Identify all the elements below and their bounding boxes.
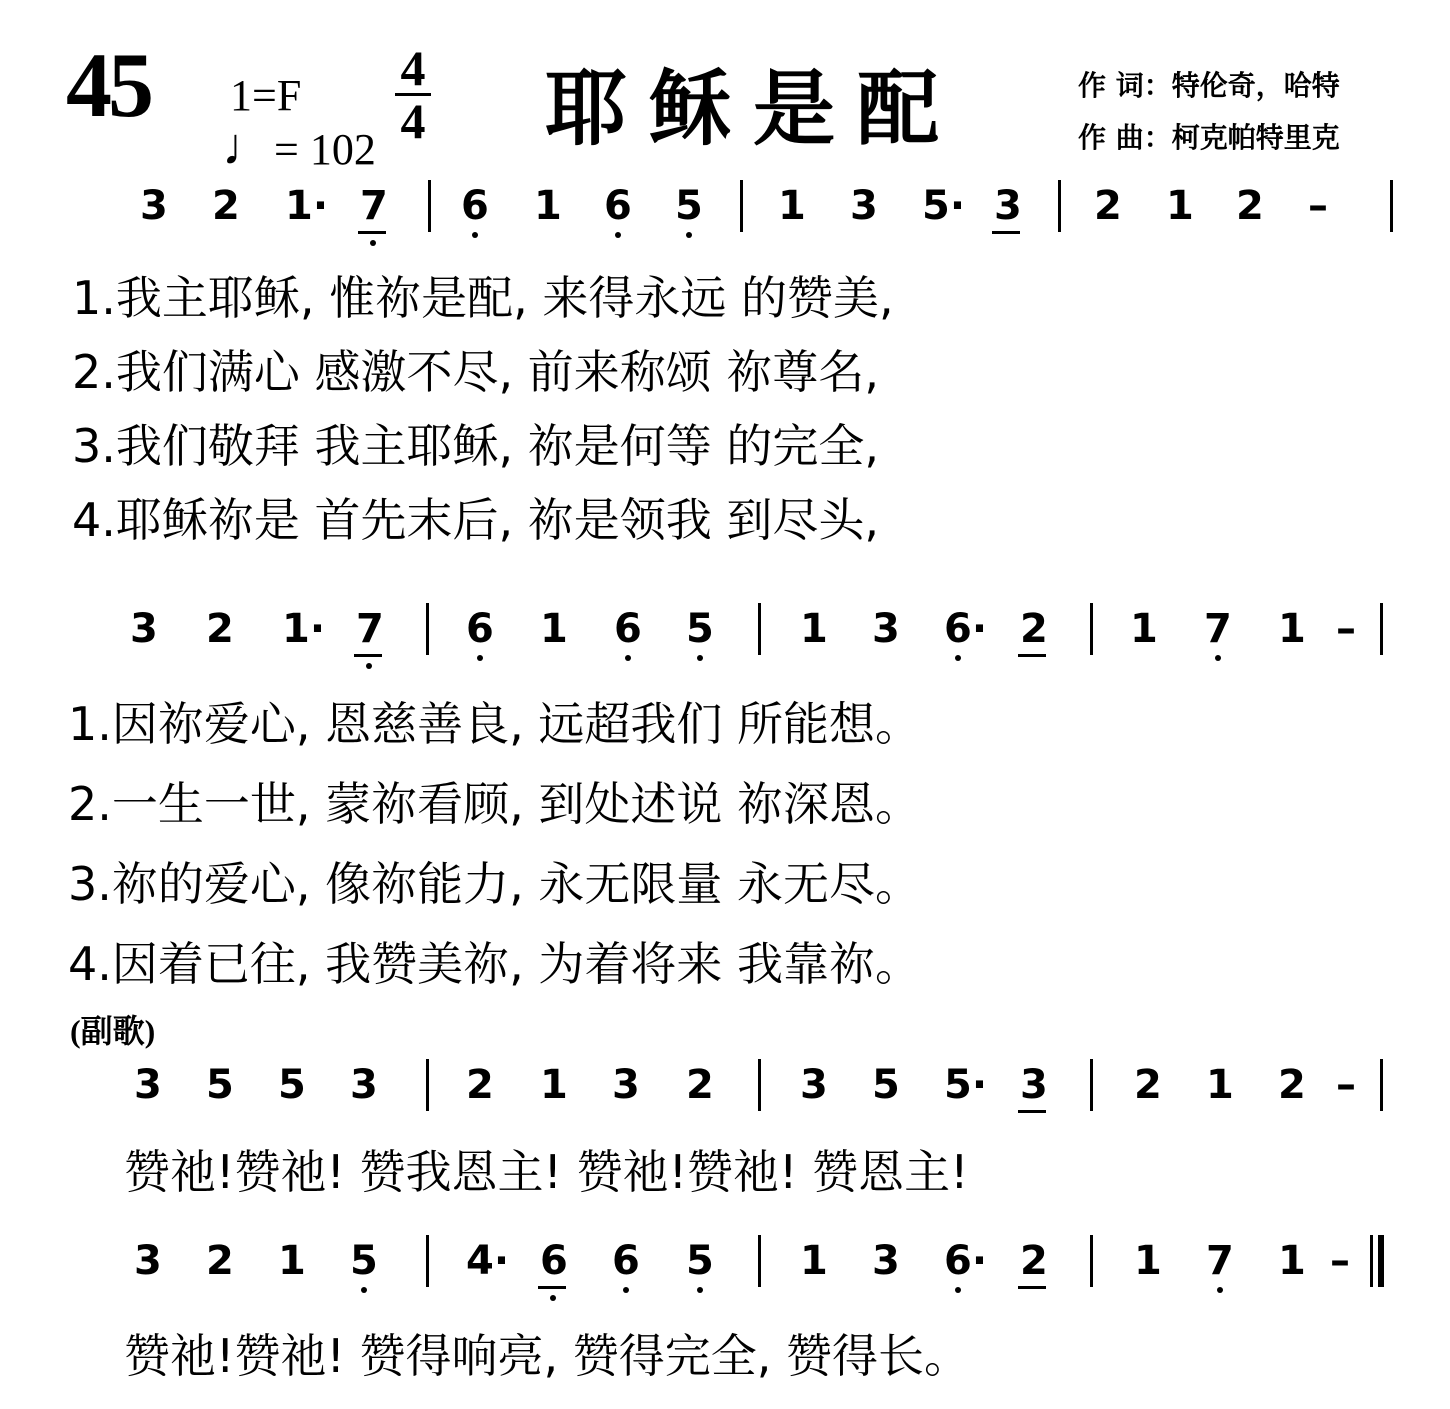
note: 2 <box>1278 1062 1306 1108</box>
bar-line <box>758 1059 761 1111</box>
note: 7 <box>1206 1238 1234 1284</box>
hymn-title: 耶稣是配 <box>545 62 962 157</box>
note: 1· <box>282 606 326 652</box>
tempo-value: = 102 <box>274 125 376 174</box>
note: 1 <box>540 606 568 652</box>
low-octave-dot <box>1217 1287 1223 1293</box>
quarter-note-icon: ♩ <box>222 119 274 176</box>
note: 2 <box>1236 183 1264 229</box>
note: 5 <box>278 1062 306 1108</box>
bar-line <box>1058 180 1061 232</box>
bar-line <box>1390 180 1393 232</box>
note: 6 <box>461 183 489 229</box>
note: 1 <box>1206 1062 1234 1108</box>
note: 1 <box>778 183 806 229</box>
verse-line-1a: 1.我主耶稣, 惟祢是配, 来得永远 的赞美, <box>72 271 894 325</box>
bar-line <box>758 1235 761 1287</box>
note: 2 <box>1020 606 1048 652</box>
note: 3 <box>612 1062 640 1108</box>
bar-line <box>758 603 761 655</box>
underline <box>354 654 382 657</box>
note: 1 <box>800 1238 828 1284</box>
bar-line <box>1090 1059 1093 1111</box>
credits <box>1078 60 1340 164</box>
note: 1 <box>1134 1238 1162 1284</box>
note: 3 <box>134 1062 162 1108</box>
verse-line-4b: 4.因着已往, 我赞美祢, 为着将来 我靠祢。 <box>68 937 921 991</box>
note: 1 <box>534 183 562 229</box>
note: 5 <box>686 606 714 652</box>
tempo-marking <box>222 118 376 177</box>
low-octave-dot <box>686 232 692 238</box>
low-octave-dot <box>623 1287 629 1293</box>
verse-line-3b: 3.祢的爱心, 像祢能力, 永无限量 永无尽。 <box>68 857 921 911</box>
note: 6· <box>944 1238 988 1284</box>
note: 3 <box>350 1062 378 1108</box>
low-octave-dot <box>955 1287 961 1293</box>
note: 6 <box>614 606 642 652</box>
chorus-line-1: 赞祂!赞祂! 赞我恩主! 赞祂!赞祂! 赞恩主! <box>124 1145 969 1199</box>
note: 3 <box>994 183 1022 229</box>
music-text-1 <box>0 0 1 1</box>
note: 3 <box>872 606 900 652</box>
low-octave-dot <box>697 1287 703 1293</box>
low-octave-dot <box>472 232 478 238</box>
low-octave-dot <box>550 1295 556 1301</box>
music-line-3 <box>0 1062 1450 1122</box>
composer-credit: 作 曲：柯克帕特里克 <box>1078 121 1340 154</box>
note: 6 <box>604 183 632 229</box>
verse-line-4a: 4.耶稣祢是 首先末后, 祢是领我 到尽头, <box>72 493 879 547</box>
note: 1 <box>1278 606 1306 652</box>
note: 2 <box>466 1062 494 1108</box>
note: 2 <box>1134 1062 1162 1108</box>
note: 3 <box>800 1062 828 1108</box>
note: 5· <box>944 1062 988 1108</box>
note: 1· <box>285 183 329 229</box>
low-octave-dot <box>697 655 703 661</box>
bar-line <box>1090 603 1093 655</box>
low-octave-dot <box>477 655 483 661</box>
note: 5· <box>922 183 966 229</box>
note: 7 <box>356 606 384 652</box>
note: 5 <box>675 183 703 229</box>
bar-line <box>1380 603 1383 655</box>
bar-line <box>740 180 743 232</box>
note: 1 <box>1130 606 1158 652</box>
verse-line-3a: 3.我们敬拜 我主耶稣, 祢是何等 的完全, <box>72 419 879 473</box>
hymn-number: 45 <box>66 34 150 136</box>
bar-line <box>426 1059 429 1111</box>
note: 1 <box>1278 1238 1306 1284</box>
low-octave-dot <box>366 663 372 669</box>
bar-line <box>1090 1235 1093 1287</box>
note: 1 <box>800 606 828 652</box>
note: 2 <box>1094 183 1122 229</box>
verse-line-2b: 2.一生一世, 蒙祢看顾, 到处述说 祢深恩。 <box>68 777 921 831</box>
music-line-1 <box>0 183 1450 243</box>
note: 5 <box>206 1062 234 1108</box>
low-octave-dot <box>615 232 621 238</box>
low-octave-dot <box>955 655 961 661</box>
final-bar-thick <box>1378 1235 1384 1287</box>
bar-line <box>1380 1059 1383 1111</box>
low-octave-dot <box>361 1287 367 1293</box>
note: 6 <box>540 1238 568 1284</box>
note: 5 <box>686 1238 714 1284</box>
verse-line-2a: 2.我们满心 感激不尽, 前来称颂 祢尊名, <box>72 345 879 399</box>
note: 3 <box>140 183 168 229</box>
note: 6· <box>944 606 988 652</box>
low-octave-dot <box>1215 655 1221 661</box>
lyricist-credit: 作 词：特伦奇，哈特 <box>1078 69 1340 102</box>
bar-line <box>428 180 431 232</box>
underline <box>1018 1110 1046 1113</box>
low-octave-dot <box>625 655 631 661</box>
chorus-line-2: 赞祂!赞祂! 赞得响亮, 赞得完全, 赞得长。 <box>124 1329 970 1383</box>
note: 5 <box>872 1062 900 1108</box>
note: 2 <box>206 606 234 652</box>
note: – <box>1336 606 1356 652</box>
note: 3 <box>850 183 878 229</box>
note: 1 <box>278 1238 306 1284</box>
note: – <box>1308 183 1328 229</box>
note: 3 <box>134 1238 162 1284</box>
verse-line-1b: 1.因祢爱心, 恩慈善良, 远超我们 所能想。 <box>68 697 921 751</box>
underline <box>358 231 386 234</box>
note: 2 <box>212 183 240 229</box>
note: 4· <box>466 1238 510 1284</box>
underline <box>538 1286 566 1289</box>
bar-line <box>426 1235 429 1287</box>
low-octave-dot <box>370 240 376 246</box>
note: 5 <box>350 1238 378 1284</box>
note: 2 <box>1020 1238 1048 1284</box>
note: 6 <box>466 606 494 652</box>
underline <box>1018 654 1046 657</box>
bar-line <box>426 603 429 655</box>
key-signature: 1=F <box>230 71 302 120</box>
note: 7 <box>1204 606 1232 652</box>
note: 7 <box>360 183 388 229</box>
music-line-2 <box>0 606 1450 666</box>
note: 3 <box>1020 1062 1048 1108</box>
time-signature <box>395 40 431 149</box>
note: 3 <box>872 1238 900 1284</box>
note: – <box>1336 1062 1356 1108</box>
note: 2 <box>206 1238 234 1284</box>
underline <box>1018 1286 1046 1289</box>
time-signature-bottom: 4 <box>400 93 426 149</box>
music-line-4 <box>0 1238 1450 1298</box>
time-signature-top: 4 <box>400 40 426 96</box>
underline <box>992 231 1020 234</box>
note: 3 <box>130 606 158 652</box>
note: – <box>1330 1238 1350 1284</box>
note: 1 <box>1166 183 1194 229</box>
note: 1 <box>540 1062 568 1108</box>
final-bar-thin <box>1370 1235 1373 1287</box>
chorus-label: (副歌) <box>70 1013 156 1049</box>
note: 2 <box>686 1062 714 1108</box>
note: 6 <box>612 1238 640 1284</box>
